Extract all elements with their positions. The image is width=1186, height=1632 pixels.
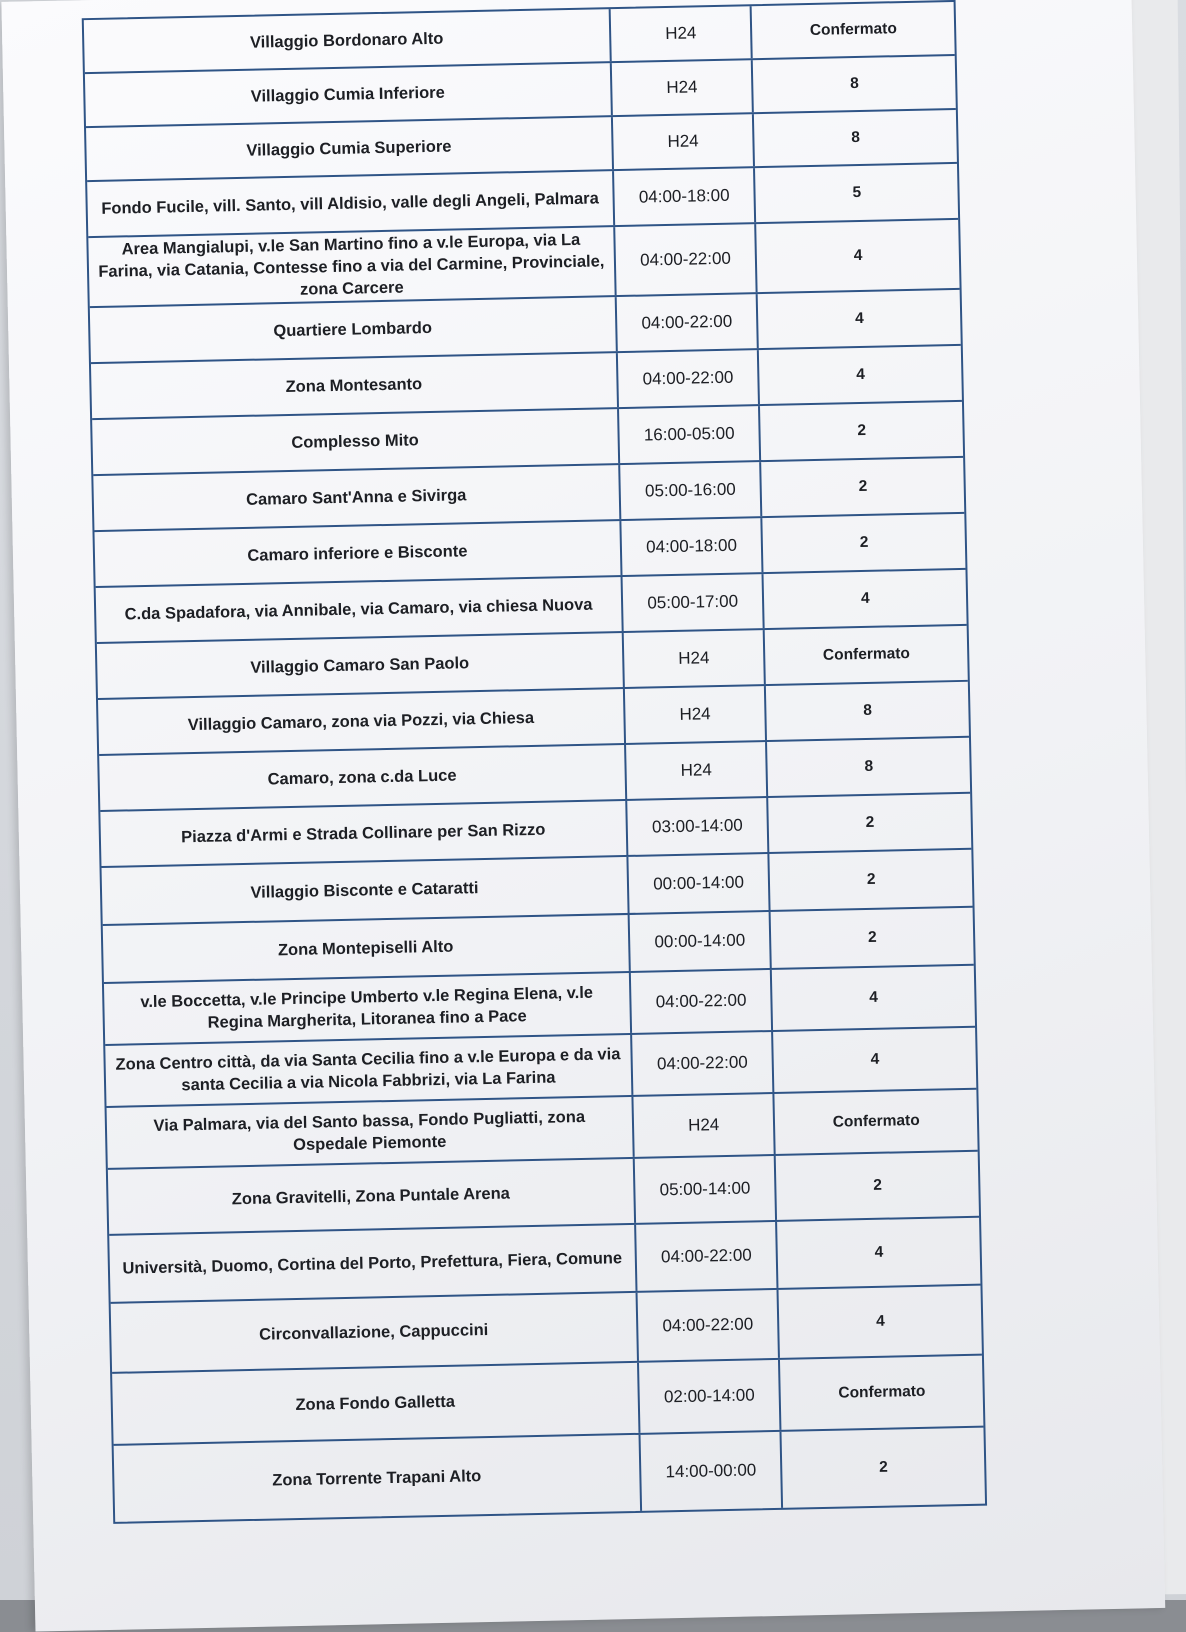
time-cell: 04:00-22:00 <box>632 1032 775 1095</box>
value-cell: Confermato <box>822 645 911 664</box>
zone-cell: Villaggio Camaro San Paolo <box>97 633 625 698</box>
value-cell: 4 <box>856 365 866 384</box>
time-cell: 03:00-14:00 <box>627 798 770 855</box>
value-cell: 2 <box>873 1176 883 1194</box>
value-cell: 2 <box>867 928 877 946</box>
zone-cell: Villaggio Cumia Inferiore <box>85 63 613 126</box>
time-cell: H24 <box>626 742 769 799</box>
value-cell: Confermato <box>832 1111 920 1131</box>
value-cell: 4 <box>853 246 863 265</box>
time-cell: 14:00-00:00 <box>640 1432 783 1511</box>
time-cell: 04:00-18:00 <box>614 168 757 225</box>
zone-cell: Università, Duomo, Cortina del Porto, Prefettura, Fiera, Comune <box>109 1225 637 1302</box>
value-cell: 2 <box>857 421 867 440</box>
time-cell: 00:00-14:00 <box>629 912 772 971</box>
value-cell: 8 <box>864 757 874 775</box>
time-cell: H24 <box>633 1094 776 1157</box>
zone-cell: Area Mangialupi, v.le San Martino fino a v.le Europa, via La Farina, via Catania, Contesse fino a via del Carmine, Provinciale, zona Carcere <box>88 227 616 306</box>
value-cell: 8 <box>851 128 861 147</box>
time-cell: 04:00-22:00 <box>618 350 761 407</box>
time-cell: 04:00-22:00 <box>637 1290 780 1361</box>
value-cell: 8 <box>863 701 873 720</box>
value-cell: 4 <box>870 1050 880 1068</box>
zone-cell: Camaro Sant'Anna e Sivirga <box>93 465 621 530</box>
document-sheet <box>1 0 1165 1632</box>
zone-cell: Complesso Mito <box>92 409 620 474</box>
zone-cell: Zona Gravitelli, Zona Puntale Arena <box>108 1159 636 1234</box>
time-cell: 04:00-18:00 <box>621 518 764 575</box>
zone-cell: Zona Torrente Trapani Alto <box>114 1435 642 1522</box>
time-cell: 05:00-17:00 <box>622 574 765 631</box>
zone-cell: Zona Fondo Galletta <box>112 1363 640 1444</box>
time-cell: 04:00-22:00 <box>616 294 759 351</box>
value-cell: 5 <box>852 183 862 202</box>
time-cell: 05:00-16:00 <box>620 462 763 519</box>
time-cell: H24 <box>624 630 767 687</box>
value-cell: 4 <box>854 309 864 328</box>
time-cell: 04:00-22:00 <box>636 1222 779 1291</box>
time-cell: 02:00-14:00 <box>639 1360 782 1433</box>
zone-cell: Zona Centro città, da via Santa Cecilia fino a v.le Europa e da via santa Cecilia a via Nicola Fabbrizi, via La Farina <box>105 1035 633 1106</box>
value-cell: Confermato <box>809 20 898 39</box>
zone-cell: Piazza d'Armi e Strada Collinare per San Rizzo <box>100 801 628 866</box>
time-cell: 04:00-22:00 <box>615 224 758 295</box>
zone-cell: Zona Montesanto <box>91 353 619 418</box>
time-cell: 04:00-22:00 <box>631 970 774 1033</box>
value-cell: 2 <box>858 477 868 496</box>
zone-cell: Villaggio Bisconte e Cataratti <box>102 857 630 924</box>
time-cell: 00:00-14:00 <box>628 854 771 913</box>
zone-cell: Villaggio Camaro, zona via Pozzi, via Chiesa <box>98 689 626 754</box>
zone-cell: Camaro inferiore e Bisconte <box>94 521 622 586</box>
value-cell: 2 <box>878 1458 888 1476</box>
value-cell: 4 <box>869 988 879 1006</box>
time-cell: H24 <box>625 686 768 743</box>
value-cell: 2 <box>859 533 869 552</box>
value-cell: 2 <box>866 870 876 888</box>
zone-cell: Zona Montepiselli Alto <box>103 915 631 982</box>
zone-cell: v.le Boccetta, v.le Principe Umberto v.le Regina Elena, v.le Regina Margherita, Litoranea fino a Pace <box>104 973 632 1044</box>
time-cell: H24 <box>610 6 753 61</box>
zone-cell: Fondo Fucile, vill. Santo, vill Aldisio, valle degli Angeli, Palmara <box>87 171 615 236</box>
value-cell: 4 <box>875 1312 885 1330</box>
value-cell: Confermato <box>838 1382 926 1402</box>
time-cell: 16:00-05:00 <box>619 406 762 463</box>
zone-cell: Villaggio Cumia Superiore <box>86 117 614 180</box>
zone-cell: Quartiere Lombardo <box>90 297 618 362</box>
zone-cell: C.da Spadafora, via Annibale, via Camaro, via chiesa Nuova <box>96 577 624 642</box>
value-cell: 4 <box>874 1243 884 1261</box>
zone-cell: Via Palmara, via del Santo bassa, Fondo Pugliatti, zona Ospedale Piemonte <box>107 1097 635 1168</box>
zone-cell: Camaro, zona c.da Luce <box>99 745 627 810</box>
water-schedule-table <box>82 0 987 1524</box>
value-cell: 4 <box>860 589 870 608</box>
time-cell: H24 <box>613 114 756 169</box>
zone-cell: Villaggio Bordonaro Alto <box>84 9 612 72</box>
time-cell: H24 <box>612 60 755 115</box>
time-cell: 05:00-14:00 <box>635 1156 778 1223</box>
value-cell: 2 <box>865 813 875 831</box>
zone-cell: Circonvallazione, Cappuccini <box>111 1293 639 1372</box>
value-cell: 8 <box>850 74 859 93</box>
